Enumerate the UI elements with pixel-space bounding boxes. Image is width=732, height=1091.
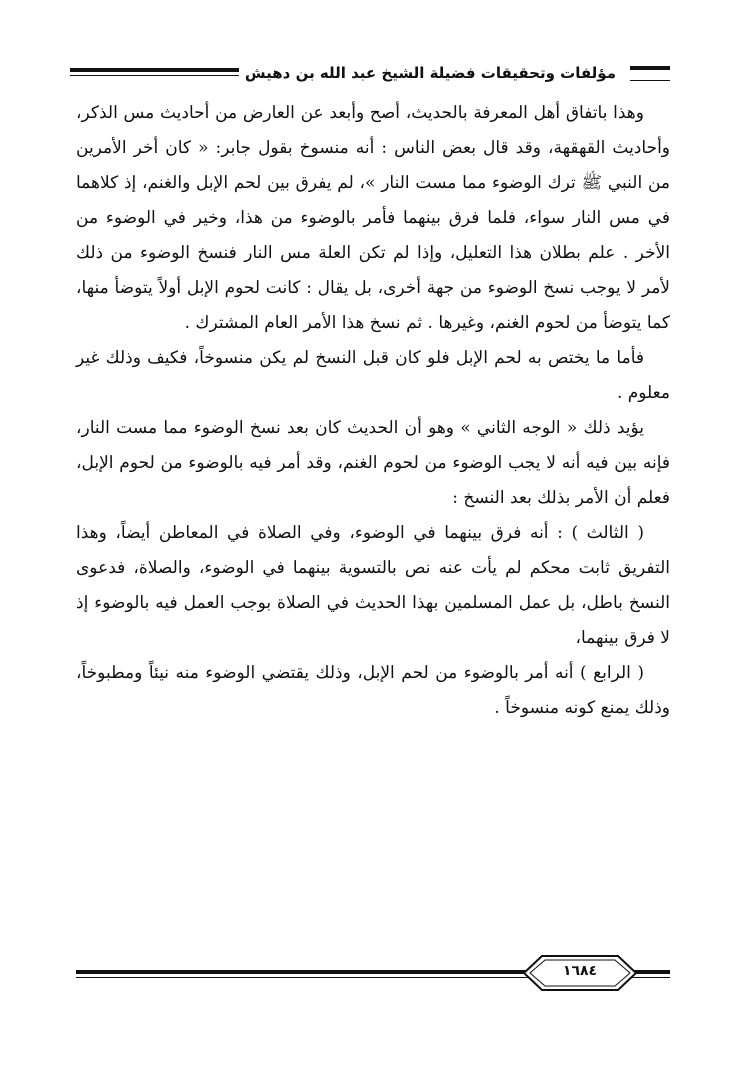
paragraph: ( الرابع ) أنه أمر بالوضوء من لحم الإبل، وذلك يقتضي الوضوء منه نيئاً ومطبوخاً، وذلك يمنع كونه منسوخاً . [76, 663, 670, 718]
page-number-badge [520, 954, 640, 992]
paragraph: ( الثالث ) : أنه فرق بينهما في الوضوء، وفي الصلاة في المعاطن أيضاً، وهذا التفريق ثابت محكم لم يأت عنه نص بالتسوية بينهما في الوضوء، والصلاة، فدعوى النسخ باطل، بل عمل المسلمين بهذا الحديث في الصلاة بوجب العمل فيه بالوضوء إذ لا فرق بينهما، [76, 523, 670, 648]
paragraph: وهذا باتفاق أهل المعرفة بالحديث، أصح وأبعد عن العارض من أحاديث مس الذكر، وأحاديث القهقهة، وقد قال بعض الناس : أنه منسوخ بقول جابر: « كان أخر الأمرين من النبي ﷺ ترك الوضوء مما مست النار »، لم يفرق بين لحم الإبل والغنم، إذ كلاهما في مس النار سواء، فلما فرق بينهما فأمر بالوضوء من هذا، وخير في الوضوء من الأخر . علم بطلان هذا التعليل، وإذا لم تكن العلة مس النار فنسخ الوضوء من ذلك لأمر لا يوجب نسخ الوضوء من جهة أخرى، بل يقال : كانت لحوم الإبل أولاً يتوضأ منها، كما يتوضأ من لحوم الغنم، وغيرها . ثم نسخ هذا الأمر العام المشترك . [76, 103, 670, 333]
page-body [76, 96, 670, 726]
page-number: ١٦٨٤ [562, 963, 598, 979]
paragraph: يؤيد ذلك « الوجه الثاني » وهو أن الحديث كان بعد نسخ الوضوء مما مست النار، فإنه بين فيه أنه لا يجب الوضوء من لحوم الغنم، وقد أمر فيه بالوضوء من لحوم الإبل، فعلم أن الأمر بذلك بعد النسخ : [76, 418, 670, 508]
paragraph: فأما ما يختص به لحم الإبل فلو كان قبل النسخ لم يكن منسوخاً، فكيف وذلك غير معلوم . [76, 348, 670, 403]
page-footer [76, 954, 670, 994]
header-title: مؤلفات وتحقيقات فضيلة الشيخ عبد الله بن دهيش [239, 62, 622, 84]
running-header [70, 62, 670, 88]
header-rule-end [630, 66, 670, 81]
